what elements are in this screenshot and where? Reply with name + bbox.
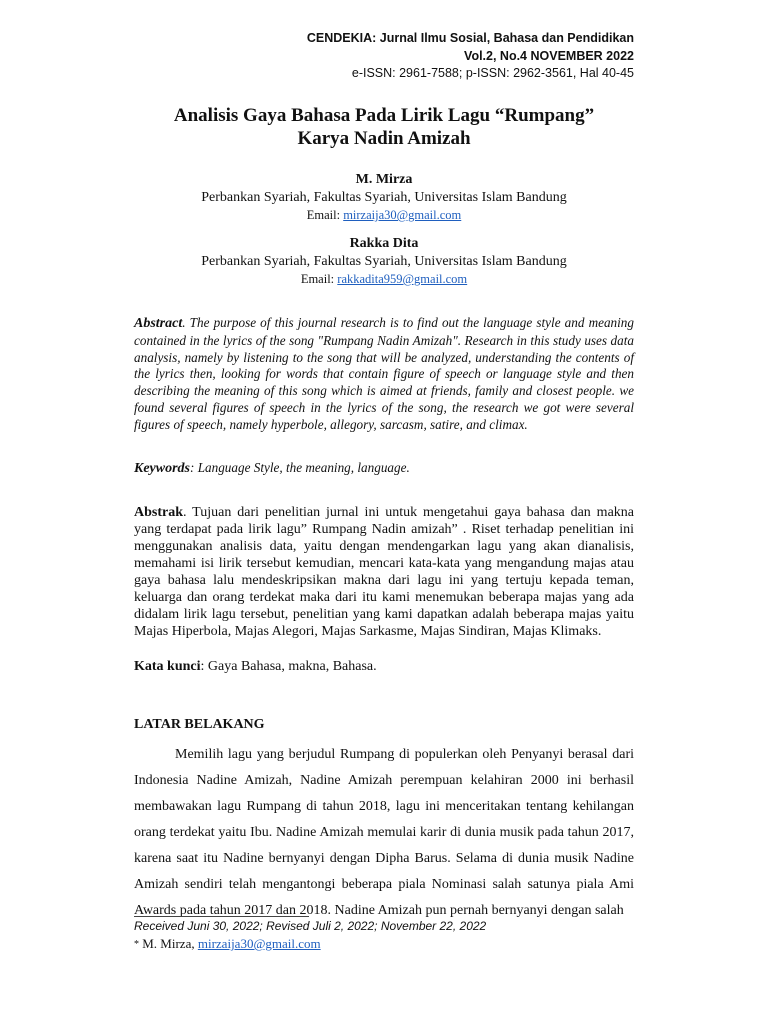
- footnote-star: *: [134, 939, 139, 950]
- author-block-2: [134, 234, 634, 288]
- author-name: Rakka Dita: [349, 236, 419, 251]
- received-dates: Received Juni 30, 2022; Revised Juli 2, 2022; November 22, 2022: [134, 919, 487, 933]
- abstract-english: [134, 315, 634, 434]
- keywords-english: [134, 460, 634, 477]
- abstrak-text: . Tujuan dari penelitian jurnal ini untuk mengetahui gaya bahasa dan makna yang terdapat pada lirik lagu” Rumpang Nadin amizah” . Riset terhadap penelitian ini menggunakan analisis data, yaitu dengan mendengarkan lagu yang akan dianalisis, memahami isi lirik tersebut kemudian, mencari kata-kata yang mengandung majas atau gaya bahasa lalu mendeskripsikan makna dari lagu ini yang tertuju kepada teman, keluarga dan orang terdekat maka dari itu kami menemukan beberapa majas yang ada didalam lirik lagu tersebut, penelitian yang kami dapatkan adalah beberapa majas yaitu Majas Hiperbola, Majas Alegori, Majas Sarkasme, Majas Sindiran, Majas Klimaks.: [134, 505, 634, 639]
- abstrak-label: Abstrak: [134, 505, 184, 520]
- author-email-link[interactable]: mirzaija30@gmail.com: [343, 208, 462, 222]
- journal-header: [307, 30, 634, 83]
- author-email-link[interactable]: rakkadita959@gmail.com: [337, 272, 468, 286]
- title-line-2: Karya Nadin Amizah: [297, 128, 471, 149]
- paper-title: [134, 104, 634, 150]
- body-paragraph: Memilih lagu yang berjudul Rumpang di populerkan oleh Penyanyi berasal dari Indonesia Nadine Amizah, Nadine Amizah perempuan kelahiran 2000 ini berhasil membawakan lagu Rumpang di tahun 2018, lagu ini menceritakan tentang kehilangan orang terdekat yaitu Ibu. Nadine Amizah memulai karir di dunia musik pada tahun 2017, karena saat itu Nadine bernyanyi dengan Dipha Barus. Selama di dunia musik Nadine Amizah sendiri telah mengantongi beberapa piala Nominasi salah satunya piala Ami Awards pada tahun 2017 dan 2018. Nadine Amizah pun pernah bernyanyi dengan salah: [134, 747, 634, 918]
- journal-issn: e-ISSN: 2961-7588; p-ISSN: 2962-3561, Hal 40-45: [351, 66, 634, 80]
- abstract-label: Abstract: [134, 316, 183, 331]
- kata-kunci-label: Kata kunci: [134, 659, 201, 674]
- author-block-1: [134, 170, 634, 224]
- author-email-line: [134, 207, 634, 224]
- keywords-label: Keywords: [134, 461, 190, 476]
- corresponding-name: M. Mirza,: [139, 936, 198, 951]
- journal-volume: Vol.2, No.4 NOVEMBER 2022: [464, 48, 634, 63]
- keywords-text: : Language Style, the meaning, language.: [190, 460, 410, 475]
- corresponding-author: [134, 936, 321, 952]
- kata-kunci-text: : Gaya Bahasa, makna, Bahasa.: [200, 659, 377, 674]
- author-email-line: [134, 271, 634, 288]
- abstract-indonesian: [134, 504, 634, 640]
- title-line-1: Analisis Gaya Bahasa Pada Lirik Lagu “Rumpang”: [173, 105, 595, 126]
- footnote-divider: [134, 916, 309, 917]
- author-affiliation: Perbankan Syariah, Fakultas Syariah, Universitas Islam Bandung: [201, 190, 567, 205]
- email-label: Email:: [300, 272, 335, 286]
- corresponding-email-link[interactable]: mirzaija30@gmail.com: [197, 936, 321, 951]
- journal-name: CENDEKIA: Jurnal Ilmu Sosial, Bahasa dan Pendidikan: [306, 31, 634, 45]
- keywords-indonesian: [134, 659, 634, 675]
- section-heading: LATAR BELAKANG: [134, 717, 265, 732]
- author-name: M. Mirza: [355, 172, 413, 187]
- author-affiliation: Perbankan Syariah, Fakultas Syariah, Universitas Islam Bandung: [201, 254, 567, 269]
- email-label: Email:: [306, 208, 341, 222]
- abstract-text: . The purpose of this journal research is to find out the language style and meaning contained in the lyrics of the song "Rumpang Nadin Amizah". Research in this study uses data analysis, namely by listening to the song that will be analyzed, understanding the contents of the lyrics then, looking for words that contain figure of speech or language style and then describing the meaning of this song which is aimed at friends, family and closest people. we found several figures of speech in the lyrics of the song, the research we got were several figures of speech, namely hyperbole, allegory, sarcasm, satire, and climax.: [134, 315, 634, 432]
